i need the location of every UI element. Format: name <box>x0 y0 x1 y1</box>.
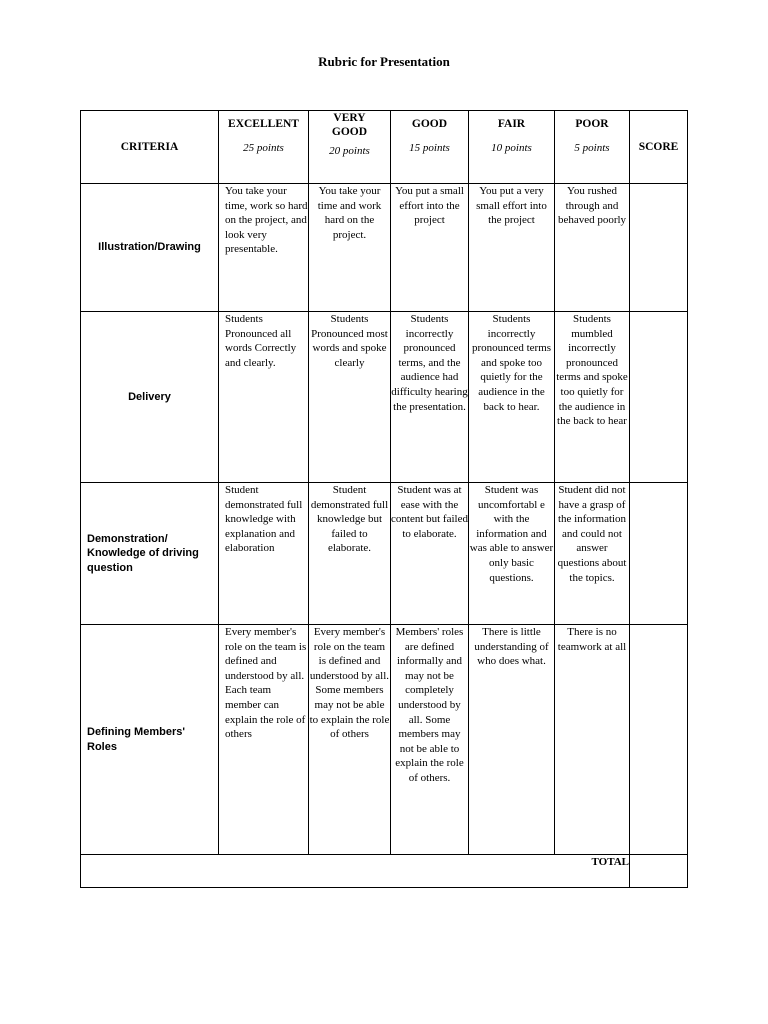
criterion-cell: Demonstration/ Knowledge of driving question <box>81 483 219 625</box>
table-row <box>81 312 688 483</box>
very-good-cell: Students Pronounced most words and spoke clearly <box>309 312 391 483</box>
good-cell: Members' roles are defined informally and may not be completely understood by all. Some members may not be able to explain the role of others. <box>391 625 469 855</box>
score-header: SCORE <box>630 111 688 184</box>
criterion-cell: Defining Members' Roles <box>81 625 219 855</box>
good-header <box>391 111 469 184</box>
very-good-cell: Student demonstrated full knowledge but failed to elaborate. <box>309 483 391 625</box>
excellent-cell: Students Pronounced all words Correctly and clearly. <box>219 312 309 483</box>
score-cell[interactable] <box>630 483 688 625</box>
very-good-label: VERY GOOD <box>331 112 368 138</box>
criterion-cell: Delivery <box>81 312 219 483</box>
score-cell[interactable] <box>630 312 688 483</box>
fair-header <box>469 111 555 184</box>
excellent-points: 25 points <box>243 142 284 154</box>
very-good-header <box>309 111 391 184</box>
total-row <box>81 855 688 888</box>
fair-label: FAIR <box>497 118 526 130</box>
excellent-cell: Every member's role on the team is defined and understood by all. Each team member can explain the role of others <box>219 625 309 855</box>
poor-header <box>555 111 630 184</box>
rubric-table <box>80 110 688 888</box>
poor-cell: There is no teamwork at all <box>555 625 630 855</box>
good-label: GOOD <box>411 118 448 130</box>
fair-cell: Student was uncomfortabl e with the information and was able to answer only basic questions. <box>469 483 555 625</box>
fair-cell: Students incorrectly pronounced terms and spoke too quietly for the audience in the back to hear. <box>469 312 555 483</box>
poor-cell: Students mumbled incorrectly pronounced terms and spoke too quietly for the audience in the back to hear <box>555 312 630 483</box>
good-cell: Students incorrectly pronounced terms, and the audience had difficulty hearing the presentation. <box>391 312 469 483</box>
excellent-cell: Student demonstrated full knowledge with explanation and elaboration <box>219 483 309 625</box>
criteria-header: CRITERIA <box>81 111 219 184</box>
good-points: 15 points <box>409 142 450 154</box>
very-good-cell: You take your time and work hard on the project. <box>309 184 391 312</box>
excellent-header <box>219 111 309 184</box>
score-cell[interactable] <box>630 625 688 855</box>
poor-label: POOR <box>575 118 609 130</box>
page-title: Rubric for Presentation <box>318 54 450 69</box>
table-row <box>81 625 688 855</box>
very-good-points: 20 points <box>329 145 370 157</box>
excellent-label: EXCELLENT <box>228 118 299 130</box>
excellent-cell: You take your time, work so hard on the project, and look very presentable. <box>219 184 309 312</box>
fair-points: 10 points <box>491 142 532 154</box>
header-row <box>81 111 688 184</box>
total-score-cell[interactable] <box>630 855 688 888</box>
poor-cell: You rushed through and behaved poorly <box>555 184 630 312</box>
good-cell: You put a small effort into the project <box>391 184 469 312</box>
good-cell: Student was at ease with the content but failed to elaborate. <box>391 483 469 625</box>
very-good-cell: Every member's role on the team is defined and understood by all. Some members may not be able to explain the role of others <box>309 625 391 855</box>
score-cell[interactable] <box>630 184 688 312</box>
criterion-cell: Illustration/Drawing <box>81 184 219 312</box>
table-row <box>81 483 688 625</box>
poor-cell: Student did not have a grasp of the information and could not answer questions about the topics. <box>555 483 630 625</box>
poor-points: 5 points <box>574 142 610 154</box>
total-label: TOTAL <box>81 855 630 888</box>
fair-cell: There is little understanding of who does what. <box>469 625 555 855</box>
table-row <box>81 184 688 312</box>
fair-cell: You put a very small effort into the project <box>469 184 555 312</box>
